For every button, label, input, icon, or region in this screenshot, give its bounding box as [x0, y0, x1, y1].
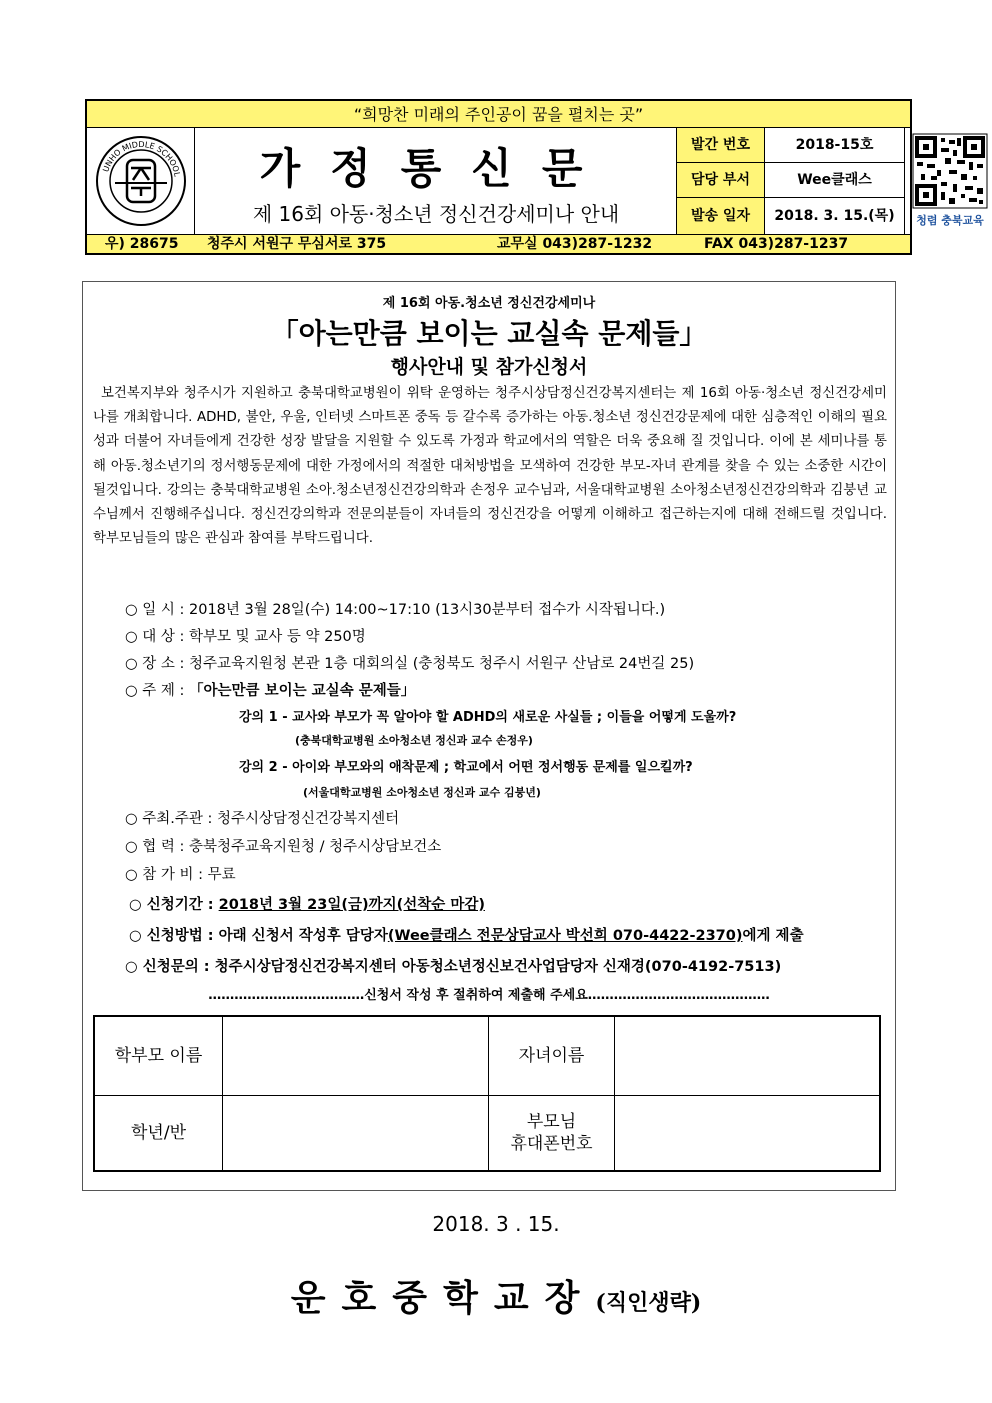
school-address: 청주시 서원구 무심서로 375 — [207, 236, 387, 252]
item-period: ○ 신청기간 : 2018년 3월 23일(금)까지(선착순 마감) — [129, 897, 485, 913]
item-host: ○ 주최.주관 : 청주시상담정신건강복지센터 — [125, 811, 400, 827]
info-row-department: 담당 부서 Wee클래스 — [677, 163, 905, 198]
lecture-2: 강의 2 - 아이와 부모와의 애착문제 ; 학교에서 어떤 정서행동 문제를 일으킬까? — [239, 760, 693, 775]
lecture-1-speaker: (충북대학교병원 소아청소년 정신과 교수 손정우) — [295, 734, 533, 747]
school-emblem-icon — [87, 128, 195, 234]
item-place: ○ 장 소 : 청주교육지원청 본관 1층 대회의실 (충청북도 청주시 서원구 산남로 24번길 25) — [125, 656, 695, 672]
qr-code-icon — [905, 128, 992, 212]
seminar-notice — [82, 281, 896, 1191]
fax-number: FAX 043)287-1237 — [704, 236, 849, 252]
notice-subtitle: 행사안내 및 참가신청서 — [390, 356, 588, 378]
qr-code[interactable] — [905, 128, 992, 234]
input-grade-class[interactable] — [223, 1096, 489, 1170]
application-form — [93, 1015, 881, 1172]
item-date: ○ 일 시 : 2018년 3월 28일(수) 14:00~17:10 (13시30분부터 접수가 시작됩니다.) — [125, 602, 666, 618]
issue-date: 2018. 3 . 15. — [432, 1212, 560, 1236]
qr-caption: 청렴 충북교육 — [916, 214, 984, 227]
slogan: “희망찬 미래의 주인공이 꿈을 펼치는 곳” — [87, 101, 910, 128]
notice-title: 「아는만큼 보이는 교실속 문제들」 — [270, 317, 708, 350]
item-target: ○ 대 상 : 학부모 및 교사 등 약 250명 — [125, 629, 366, 645]
input-parent-phone[interactable] — [615, 1096, 879, 1170]
notice-body: 보건복지부와 청주시가 지원하고 충북대학교병원이 위탁 운영하는 청주시상담정신건강복지센터는 제 16회 아동·청소년 정신건강세미나를 개최합니다. ADHD, 불안, 우울, 인터넷 스마트폰 중독 등 갈수록 증가하는 아동.청소년 정신건강문제에 대한 심층적인 이해의 필요성과 더불어 자녀들에게 건강한 성장 발달을 지원할 수 있도록 가정과 학교에서의 역할은 더욱 중요해 질 것입니다. 이에 본 세미나를 통해 아동.청소년기의 정서행동문제에 대한 가정에서의 적절한 대처방법을 모색하여 건강한 부모-자녀 관계를 찾을 수 있는 소중한 시간이 될것입니다. 강의는 충북대학교병원 소아.청소년정신건강의학과 손정우 교수님과, 서울대학교병원 소아청소년정신건강의학과 김붕년 교수님께서 진행해주십니다. 정신건강의학과 전문의분들이 자녀들의 정신건강을 어떻게 이해하고 접근하는지에 대해 전해드릴 것입니다. 학부모님들의 많은 관심과 참여를 부탁드립니다. — [93, 386, 887, 547]
newsletter-subtitle: 제 16회 아동·청소년 정신건강세미나 안내 — [252, 202, 620, 226]
newsletter-title: 가정통신문 — [259, 144, 613, 193]
info-row-send-date: 발송 일자 2018. 3. 15.(목) — [677, 198, 905, 234]
lecture-1: 강의 1 - 교사와 부모가 꼭 알아야 할 ADHD의 새로운 사실들 ; 이들을 어떻게 도울까? — [239, 710, 737, 725]
item-method: ○ 신청방법 : 아래 신청서 작성후 담당자(Wee클래스 전문상담교사 박선희 070-4422-2370)에게 제출 — [129, 928, 804, 944]
issue-info-table — [677, 128, 905, 234]
svg-text:UNHO MIDDLE SCHOOL: UNHO MIDDLE SCHOOL — [101, 139, 182, 178]
label-child-name: 자녀이름 — [489, 1017, 615, 1096]
title-cell — [195, 128, 677, 234]
info-row-issue-number: 발간 번호 2018-15호 — [677, 128, 905, 163]
item-cooperation: ○ 협 력 : 충북청주교육지원청 / 청주시상담보건소 — [125, 839, 442, 855]
item-theme: ○ 주 제 : 「아는만큼 보이는 교실속 문제들」 — [125, 683, 416, 699]
header-main-row — [87, 128, 910, 234]
item-fee: ○ 참 가 비 : 무료 — [125, 867, 236, 883]
label-parent-phone: 부모님 휴대폰번호 — [489, 1096, 615, 1170]
input-parent-name[interactable] — [223, 1017, 489, 1096]
cut-line: ………………………………신청서 작성 후 절취하여 제출해 주세요…………………………………… — [208, 988, 770, 1003]
label-grade-class: 학년/반 — [95, 1096, 223, 1170]
label-parent-name: 학부모 이름 — [95, 1017, 223, 1096]
address-bar — [87, 234, 910, 253]
item-inquiry: ○ 신청문의 : 청주시상담정신건강복지센터 아동청소년정신보건사업담당자 신재경(070-4192-7513) — [125, 959, 782, 975]
lecture-2-speaker: (서울대학교병원 소아청소년 정신과 교수 김붕년) — [303, 786, 541, 799]
input-child-name[interactable] — [615, 1017, 879, 1096]
zip-code: 우) 28675 — [105, 236, 179, 252]
newsletter-header — [85, 99, 984, 255]
notice-kicker: 제 16회 아동.청소년 정신건강세미나 — [382, 296, 596, 311]
office-phone: 교무실 043)287-1232 — [497, 236, 653, 252]
principal-signature: 운호중학교장(직인생략) — [290, 1277, 702, 1319]
school-logo — [87, 128, 195, 234]
